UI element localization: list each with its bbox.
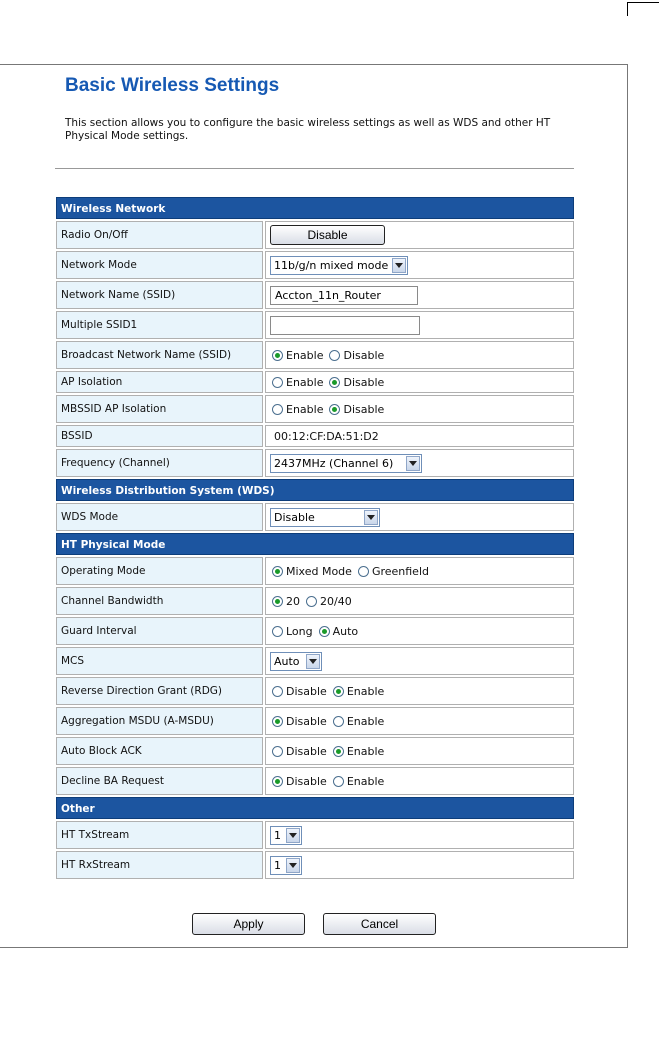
ap-isolation-disable-radio[interactable] — [329, 377, 340, 388]
row-broadcast-ssid — [56, 341, 574, 369]
frequency-value: 2437MHz (Channel 6) — [274, 456, 394, 470]
decline-ba-enable-radio[interactable] — [333, 776, 344, 787]
ap-isolation-enable-radio[interactable] — [272, 377, 283, 388]
decline-ba-enable-label: Enable — [346, 774, 385, 788]
decline-ba-disable-radio[interactable] — [272, 776, 283, 787]
label-rdg: Reverse Direction Grant (RDG) — [56, 677, 263, 705]
mbssid-enable-radio[interactable] — [272, 404, 283, 415]
bandwidth-2040-label: 20/40 — [320, 594, 352, 608]
greenfield-label: Greenfield — [371, 564, 429, 578]
bandwidth-20-radio[interactable] — [272, 596, 283, 607]
label-guard-interval: Guard Interval — [56, 617, 263, 645]
row-auto-block-ack — [56, 737, 574, 765]
auto-ba-disable-radio[interactable] — [272, 746, 283, 757]
page-description: This section allows you to configure the basic wireless settings as well as WDS and other HT Physical Mode settings. — [65, 117, 551, 142]
radio-toggle-button[interactable]: Disable — [270, 225, 385, 245]
label-frequency: Frequency (Channel) — [56, 449, 263, 477]
rdg-enable-label: Enable — [346, 684, 385, 698]
row-operating-mode — [56, 557, 574, 585]
label-wds-mode: WDS Mode — [56, 503, 263, 531]
broadcast-enable-radio[interactable] — [272, 350, 283, 361]
row-multiple-ssid1 — [56, 311, 574, 339]
mbssid-disable-label: Disable — [343, 402, 385, 416]
tx-stream-value: 1 — [274, 828, 281, 842]
ap-isolation-disable-label: Disable — [343, 375, 385, 389]
row-ssid — [56, 281, 574, 309]
frequency-select[interactable] — [270, 454, 422, 473]
row-amsdu — [56, 707, 574, 735]
amsdu-enable-label: Enable — [346, 714, 385, 728]
auto-ba-enable-radio[interactable] — [333, 746, 344, 757]
guard-auto-label: Auto — [332, 624, 359, 638]
broadcast-disable-label: Disable — [343, 348, 385, 362]
mixed-mode-label: Mixed Mode — [286, 564, 352, 578]
label-bssid: BSSID — [56, 425, 263, 447]
row-channel-bandwidth — [56, 587, 574, 615]
broadcast-disable-radio[interactable] — [329, 350, 340, 361]
label-multiple-ssid1: Multiple SSID1 — [56, 311, 263, 339]
row-wds-mode — [56, 503, 574, 531]
chevron-down-icon[interactable] — [286, 858, 300, 873]
row-rdg — [56, 677, 574, 705]
apply-button[interactable]: Apply — [192, 913, 305, 935]
label-channel-bandwidth: Channel Bandwidth — [56, 587, 263, 615]
auto-ba-enable-label: Enable — [346, 744, 385, 758]
label-decline-ba: Decline BA Request — [56, 767, 263, 795]
ap-isolation-enable-label: Enable — [286, 375, 324, 389]
label-network-mode: Network Mode — [56, 251, 263, 279]
mcs-select[interactable] — [270, 652, 322, 671]
divider — [55, 168, 574, 169]
row-ap-isolation — [56, 371, 574, 393]
multiple-ssid1-input[interactable] — [270, 316, 420, 335]
greenfield-radio[interactable] — [358, 566, 369, 577]
section-header-wireless-network: Wireless Network — [56, 197, 574, 219]
label-rx-stream: HT RxStream — [56, 851, 263, 879]
amsdu-enable-radio[interactable] — [333, 716, 344, 727]
wds-mode-value: Disable — [274, 510, 315, 524]
label-operating-mode: Operating Mode — [56, 557, 263, 585]
mbssid-disable-radio[interactable] — [329, 404, 340, 415]
row-tx-stream — [56, 821, 574, 849]
mixed-mode-radio[interactable] — [272, 566, 283, 577]
page-title: Basic Wireless Settings — [65, 75, 280, 96]
rx-stream-value: 1 — [274, 858, 281, 872]
page-corner-mark — [627, 2, 659, 16]
row-mcs — [56, 647, 574, 675]
rdg-disable-radio[interactable] — [272, 686, 283, 697]
label-ap-isolation: AP Isolation — [56, 371, 263, 393]
row-guard-interval — [56, 617, 574, 645]
chevron-down-icon[interactable] — [306, 654, 320, 669]
auto-ba-disable-label: Disable — [286, 744, 327, 758]
cancel-button[interactable]: Cancel — [323, 913, 436, 935]
label-broadcast-ssid: Broadcast Network Name (SSID) — [56, 341, 263, 369]
label-radio: Radio On/Off — [56, 221, 263, 249]
chevron-down-icon[interactable] — [364, 510, 378, 525]
amsdu-disable-radio[interactable] — [272, 716, 283, 727]
bssid-value: 00:12:CF:DA:51:D2 — [274, 429, 379, 443]
row-rx-stream — [56, 851, 574, 879]
label-amsdu: Aggregation MSDU (A-MSDU) — [56, 707, 263, 735]
chevron-down-icon[interactable] — [286, 828, 300, 843]
guard-auto-radio[interactable] — [319, 626, 330, 637]
label-auto-block-ack: Auto Block ACK — [56, 737, 263, 765]
settings-table — [56, 197, 574, 879]
mcs-value: Auto — [274, 654, 300, 668]
bandwidth-20-label: 20 — [286, 594, 300, 608]
chevron-down-icon[interactable] — [406, 456, 420, 471]
label-tx-stream: HT TxStream — [56, 821, 263, 849]
guard-long-radio[interactable] — [272, 626, 283, 637]
row-frequency — [56, 449, 574, 477]
row-radio — [56, 221, 574, 249]
rdg-enable-radio[interactable] — [333, 686, 344, 697]
label-mcs: MCS — [56, 647, 263, 675]
section-header-other: Other — [56, 797, 574, 819]
section-header-wds: Wireless Distribution System (WDS) — [56, 479, 574, 501]
decline-ba-disable-label: Disable — [286, 774, 327, 788]
label-ssid: Network Name (SSID) — [56, 281, 263, 309]
chevron-down-icon[interactable] — [392, 258, 406, 273]
guard-long-label: Long — [286, 624, 313, 638]
tx-stream-select[interactable] — [270, 826, 302, 845]
label-mbssid-isolation: MBSSID AP Isolation — [56, 395, 263, 423]
network-mode-value: 11b/g/n mixed mode — [274, 258, 389, 272]
wds-mode-select[interactable] — [270, 508, 380, 527]
row-mbssid-isolation — [56, 395, 574, 423]
network-mode-select[interactable] — [270, 256, 408, 275]
broadcast-enable-label: Enable — [286, 348, 324, 362]
row-network-mode — [56, 251, 574, 279]
amsdu-disable-label: Disable — [286, 714, 327, 728]
ssid-input[interactable]: Accton_11n_Router — [270, 286, 418, 305]
row-decline-ba — [56, 767, 574, 795]
rdg-disable-label: Disable — [286, 684, 327, 698]
row-bssid — [56, 425, 574, 447]
section-header-ht-physical-mode: HT Physical Mode — [56, 533, 574, 555]
bandwidth-2040-radio[interactable] — [306, 596, 317, 607]
rx-stream-select[interactable] — [270, 856, 302, 875]
mbssid-enable-label: Enable — [286, 402, 324, 416]
